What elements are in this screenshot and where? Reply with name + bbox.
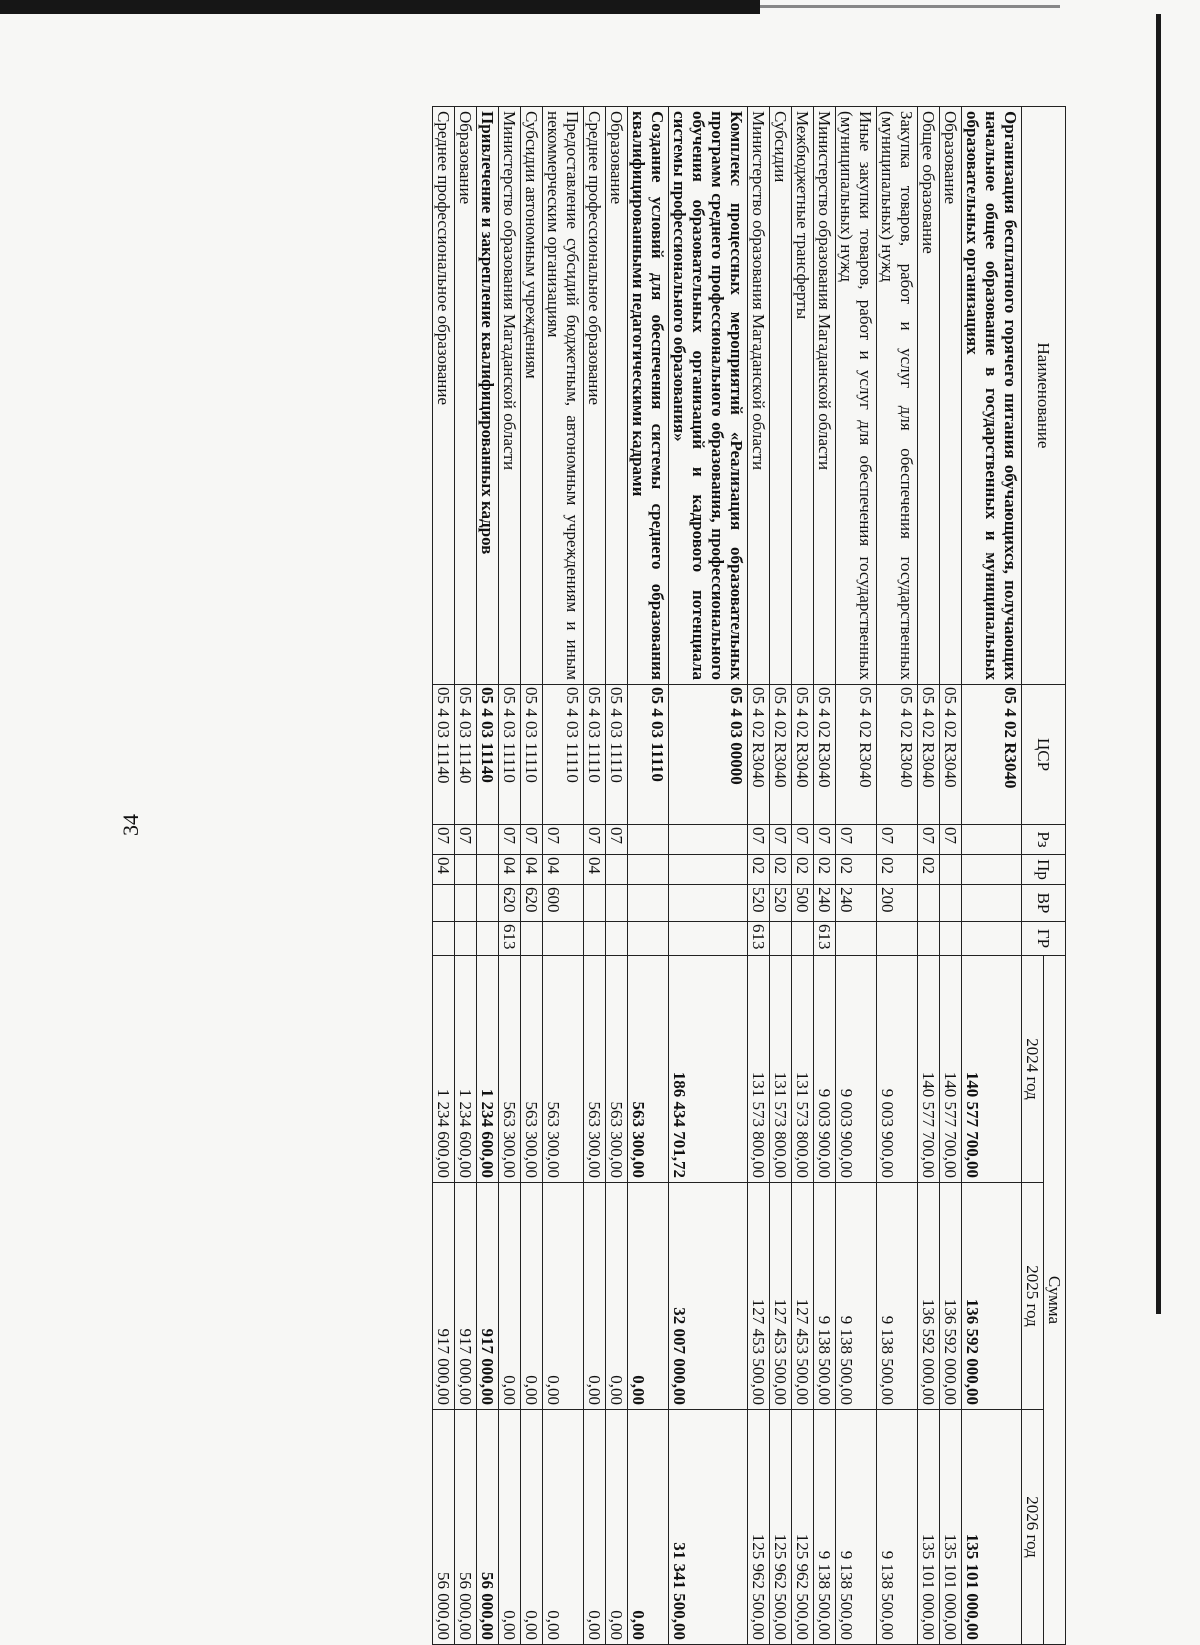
row-name: Среднее профессиональное образование xyxy=(433,107,455,685)
row-pr: 04 xyxy=(433,855,455,885)
row-rz: 07 xyxy=(584,825,606,855)
row-name: Среднее профессиональное образование xyxy=(584,107,606,685)
row-gr xyxy=(455,922,477,956)
row-vr: 600 xyxy=(543,885,584,922)
row-2025: 0,00 xyxy=(543,1183,584,1410)
row-pr: 02 xyxy=(770,855,792,885)
table-row xyxy=(770,107,792,1645)
row-2026: 135 101 000,00 xyxy=(962,1410,1022,1645)
row-rz xyxy=(669,825,748,855)
row-2024: 9 003 900,00 xyxy=(814,956,836,1183)
row-rz xyxy=(962,825,1022,855)
row-2026: 9 138 500,00 xyxy=(814,1410,836,1645)
row-rz: 07 xyxy=(770,825,792,855)
row-pr xyxy=(477,855,499,885)
row-name: Министерство образования Магаданской области xyxy=(748,107,770,685)
row-pr: 02 xyxy=(836,855,877,885)
row-2025: 136 592 000,00 xyxy=(962,1183,1022,1410)
row-csr: 05 4 03 11140 xyxy=(433,685,455,825)
header-vr: ВР xyxy=(1022,885,1066,922)
row-vr xyxy=(477,885,499,922)
header-name: Наименование xyxy=(1022,107,1066,685)
row-2025: 136 592 000,00 xyxy=(918,1183,940,1410)
budget-table xyxy=(432,106,1066,1645)
row-2026: 56 000,00 xyxy=(433,1410,455,1645)
row-rz: 07 xyxy=(521,825,543,855)
row-name: Иные закупки товаров, работ и услуг для обеспечения государственных (муниципальных) нужд xyxy=(836,107,877,685)
row-name: Субсидии xyxy=(770,107,792,685)
row-csr: 05 4 03 00000 xyxy=(669,685,748,825)
row-csr: 05 4 02 R3040 xyxy=(792,685,814,825)
row-gr xyxy=(940,922,962,956)
row-2026: 125 962 500,00 xyxy=(770,1410,792,1645)
row-2024: 1 234 600,00 xyxy=(433,956,455,1183)
table-row xyxy=(814,107,836,1645)
row-2025: 0,00 xyxy=(584,1183,606,1410)
row-rz: 07 xyxy=(877,825,918,855)
row-2025: 0,00 xyxy=(606,1183,628,1410)
row-2026: 0,00 xyxy=(584,1410,606,1645)
table-row xyxy=(792,107,814,1645)
row-2025: 127 453 500,00 xyxy=(770,1183,792,1410)
row-rz: 07 xyxy=(792,825,814,855)
row-gr: 613 xyxy=(748,922,770,956)
row-name: Межбюджетные трансферты xyxy=(792,107,814,685)
header-2024: 2024 год xyxy=(1022,956,1044,1183)
header-gr: ГР xyxy=(1022,922,1066,956)
row-2025: 9 138 500,00 xyxy=(814,1183,836,1410)
row-pr: 02 xyxy=(877,855,918,885)
row-gr xyxy=(669,922,748,956)
row-2025: 9 138 500,00 xyxy=(877,1183,918,1410)
table-row xyxy=(918,107,940,1645)
row-gr xyxy=(521,922,543,956)
row-vr xyxy=(584,885,606,922)
row-csr: 05 4 02 R3040 xyxy=(877,685,918,825)
row-name: Образование xyxy=(606,107,628,685)
row-pr: 02 xyxy=(748,855,770,885)
table-row xyxy=(455,107,477,1645)
row-rz xyxy=(477,825,499,855)
row-vr xyxy=(433,885,455,922)
row-vr: 620 xyxy=(521,885,543,922)
row-name: Образование xyxy=(940,107,962,685)
row-rz: 07 xyxy=(918,825,940,855)
table-row xyxy=(962,107,1022,1645)
row-csr: 05 4 03 11110 xyxy=(584,685,606,825)
row-pr: 02 xyxy=(918,855,940,885)
row-vr xyxy=(940,885,962,922)
row-pr: 02 xyxy=(792,855,814,885)
row-pr: 04 xyxy=(584,855,606,885)
row-2024: 9 003 900,00 xyxy=(877,956,918,1183)
row-pr xyxy=(669,855,748,885)
table-row xyxy=(521,107,543,1645)
row-2026: 135 101 000,00 xyxy=(918,1410,940,1645)
row-2024: 9 003 900,00 xyxy=(836,956,877,1183)
row-csr: 05 4 03 11110 xyxy=(628,685,669,825)
row-pr xyxy=(455,855,477,885)
row-pr xyxy=(606,855,628,885)
row-rz: 07 xyxy=(836,825,877,855)
row-vr: 500 xyxy=(792,885,814,922)
row-pr: 04 xyxy=(521,855,543,885)
row-pr: 02 xyxy=(814,855,836,885)
table-body xyxy=(433,107,1022,1645)
row-gr xyxy=(606,922,628,956)
scan-right-edge xyxy=(1156,14,1161,1314)
row-name: Закупка товаров, работ и услуг для обеспечения государственных (муниципальных) нужд xyxy=(877,107,918,685)
row-vr: 240 xyxy=(836,885,877,922)
row-2024: 563 300,00 xyxy=(628,956,669,1183)
row-rz: 07 xyxy=(814,825,836,855)
row-gr xyxy=(628,922,669,956)
header-sum: Сумма xyxy=(1044,956,1066,1645)
row-csr: 05 4 03 11110 xyxy=(521,685,543,825)
row-gr xyxy=(477,922,499,956)
row-name: Министерство образования Магаданской области xyxy=(814,107,836,685)
table-row xyxy=(940,107,962,1645)
row-2026: 0,00 xyxy=(521,1410,543,1645)
row-csr: 05 4 02 R3040 xyxy=(748,685,770,825)
row-rz: 07 xyxy=(940,825,962,855)
row-csr: 05 4 02 R3040 xyxy=(836,685,877,825)
row-gr: 613 xyxy=(499,922,521,956)
row-2025: 136 592 000,00 xyxy=(940,1183,962,1410)
row-rz: 07 xyxy=(499,825,521,855)
row-name: Министерство образования Магаданской области xyxy=(499,107,521,685)
row-2026: 0,00 xyxy=(606,1410,628,1645)
row-2024: 131 573 800,00 xyxy=(748,956,770,1183)
row-2025: 0,00 xyxy=(628,1183,669,1410)
row-2025: 917 000,00 xyxy=(455,1183,477,1410)
row-2024: 140 577 700,00 xyxy=(918,956,940,1183)
row-csr: 05 4 03 11110 xyxy=(606,685,628,825)
row-vr xyxy=(918,885,940,922)
page-number: 34 xyxy=(118,814,143,836)
row-2026: 0,00 xyxy=(543,1410,584,1645)
row-rz: 07 xyxy=(455,825,477,855)
header-pr: Пр xyxy=(1022,855,1066,885)
row-csr: 05 4 02 R3040 xyxy=(918,685,940,825)
row-vr xyxy=(628,885,669,922)
table-header xyxy=(1022,107,1066,1645)
table-row xyxy=(584,107,606,1645)
row-name: Создание условий для обеспечения системы среднего образования квалифицированными педагогическими кадрами xyxy=(628,107,669,685)
row-pr: 04 xyxy=(543,855,584,885)
row-gr xyxy=(792,922,814,956)
row-vr: 520 xyxy=(770,885,792,922)
table-row xyxy=(606,107,628,1645)
row-csr: 05 4 03 11110 xyxy=(543,685,584,825)
row-2024: 131 573 800,00 xyxy=(770,956,792,1183)
row-2024: 1 234 600,00 xyxy=(477,956,499,1183)
row-2024: 1 234 600,00 xyxy=(455,956,477,1183)
row-name: Субсидии автономным учреждениям xyxy=(521,107,543,685)
row-2024: 563 300,00 xyxy=(521,956,543,1183)
row-2026: 125 962 500,00 xyxy=(792,1410,814,1645)
table-row xyxy=(669,107,748,1645)
row-name: Предоставление субсидий бюджетным, автономным учреждениям и иным некоммерческим организациям xyxy=(543,107,584,685)
table-row xyxy=(877,107,918,1645)
row-2026: 9 138 500,00 xyxy=(836,1410,877,1645)
row-vr xyxy=(455,885,477,922)
row-vr xyxy=(669,885,748,922)
row-rz xyxy=(628,825,669,855)
row-2024: 140 577 700,00 xyxy=(962,956,1022,1183)
header-csr: ЦСР xyxy=(1022,685,1066,825)
row-rz: 07 xyxy=(748,825,770,855)
row-csr: 05 4 02 R3040 xyxy=(814,685,836,825)
row-name: Общее образование xyxy=(918,107,940,685)
row-gr xyxy=(543,922,584,956)
row-2025: 32 007 000,00 xyxy=(669,1183,748,1410)
row-pr xyxy=(962,855,1022,885)
row-rz: 07 xyxy=(543,825,584,855)
row-2026: 125 962 500,00 xyxy=(748,1410,770,1645)
row-gr xyxy=(584,922,606,956)
row-name: Образование xyxy=(455,107,477,685)
table-row xyxy=(748,107,770,1645)
row-2026: 0,00 xyxy=(628,1410,669,1645)
row-csr: 05 4 03 11140 xyxy=(455,685,477,825)
row-vr: 240 xyxy=(814,885,836,922)
row-pr: 04 xyxy=(499,855,521,885)
row-2024: 563 300,00 xyxy=(543,956,584,1183)
rotated-table-wrapper xyxy=(176,106,1066,1644)
row-2025: 127 453 500,00 xyxy=(748,1183,770,1410)
row-2024: 563 300,00 xyxy=(499,956,521,1183)
row-name: Комплекс процессных мероприятий «Реализация образовательных программ среднего профессионального образования, профессионального обучения образовательных организаций и кадрового потенциала системы профессионального образования» xyxy=(669,107,748,685)
row-2025: 9 138 500,00 xyxy=(836,1183,877,1410)
row-vr: 200 xyxy=(877,885,918,922)
table-row xyxy=(477,107,499,1645)
row-gr xyxy=(877,922,918,956)
row-rz: 07 xyxy=(606,825,628,855)
row-csr: 05 4 03 11140 xyxy=(477,685,499,825)
row-csr: 05 4 02 R3040 xyxy=(770,685,792,825)
row-csr: 05 4 02 R3040 xyxy=(962,685,1022,825)
header-2026: 2026 год xyxy=(1022,1410,1044,1645)
row-name: Организация бесплатного горячего питания обучающихся, получающих начальное общее образование в государственных и муниципальных образовательных организациях xyxy=(962,107,1022,685)
table-row xyxy=(628,107,669,1645)
row-2025: 0,00 xyxy=(499,1183,521,1410)
row-gr xyxy=(433,922,455,956)
row-csr: 05 4 03 11110 xyxy=(499,685,521,825)
row-2026: 135 101 000,00 xyxy=(940,1410,962,1645)
row-vr xyxy=(962,885,1022,922)
row-gr: 613 xyxy=(814,922,836,956)
row-2026: 56 000,00 xyxy=(455,1410,477,1645)
row-2024: 563 300,00 xyxy=(606,956,628,1183)
row-csr: 05 4 02 R3040 xyxy=(940,685,962,825)
table-row xyxy=(836,107,877,1645)
row-2025: 917 000,00 xyxy=(477,1183,499,1410)
row-gr xyxy=(770,922,792,956)
row-2024: 186 434 701,72 xyxy=(669,956,748,1183)
row-gr xyxy=(836,922,877,956)
row-2024: 140 577 700,00 xyxy=(940,956,962,1183)
row-gr xyxy=(918,922,940,956)
scan-top-edge-faint xyxy=(760,5,1060,8)
row-gr xyxy=(962,922,1022,956)
row-vr xyxy=(606,885,628,922)
scan-top-edge xyxy=(0,0,760,14)
row-2026: 31 341 500,00 xyxy=(669,1410,748,1645)
row-name: Привлечение и закрепление квалифицированных кадров xyxy=(477,107,499,685)
row-vr: 620 xyxy=(499,885,521,922)
row-2025: 917 000,00 xyxy=(433,1183,455,1410)
row-pr xyxy=(628,855,669,885)
row-2024: 563 300,00 xyxy=(584,956,606,1183)
table-row xyxy=(433,107,455,1645)
header-2025: 2025 год xyxy=(1022,1183,1044,1410)
row-2025: 127 453 500,00 xyxy=(792,1183,814,1410)
row-2025: 0,00 xyxy=(521,1183,543,1410)
row-2026: 56 000,00 xyxy=(477,1410,499,1645)
row-pr xyxy=(940,855,962,885)
row-2026: 0,00 xyxy=(499,1410,521,1645)
header-rz: Рз xyxy=(1022,825,1066,855)
table-row xyxy=(499,107,521,1645)
table-row xyxy=(543,107,584,1645)
row-rz: 07 xyxy=(433,825,455,855)
row-2024: 131 573 800,00 xyxy=(792,956,814,1183)
row-2026: 9 138 500,00 xyxy=(877,1410,918,1645)
row-vr: 520 xyxy=(748,885,770,922)
